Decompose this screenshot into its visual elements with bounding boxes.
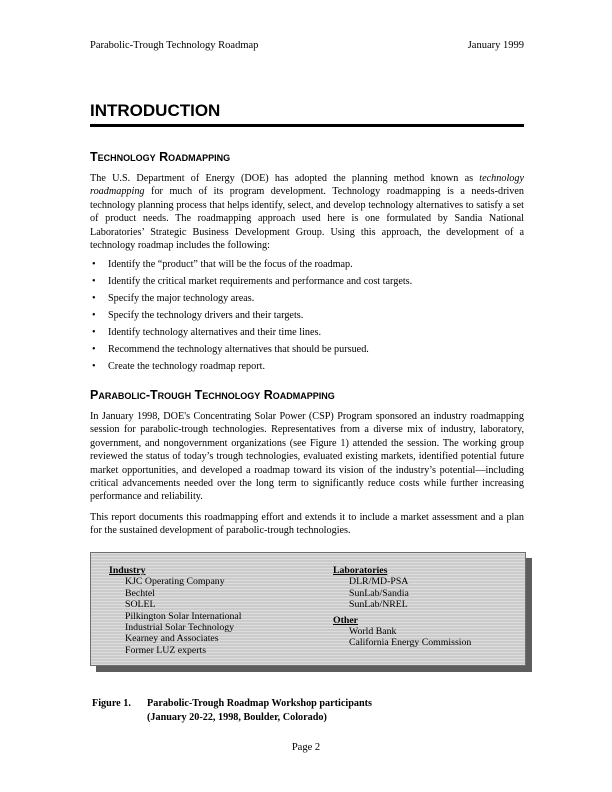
list-item	[90, 341, 524, 358]
list-item: Industrial Solar Technology	[125, 622, 235, 634]
paragraph-workshop: In January 1998, DOE's Concentrating Solar Power (CSP) Program sponsored an industry roadmapping session for parabolic-trough technologies. Representatives from a diverse mix of industry, laboratory, government, and nongovernment organizations (see Figure 1) attended the session. The working group reviewed the status of today’s trough technologies, evaluated existing markets, identified potential future market opportunities, and developed a roadmap toward its vision of the industry’s potential—including critical advancements needed over the long term to significantly reduce costs while further increasing performance and reliability.	[90, 411, 524, 503]
list-item-text: Identify the “product” that will be the focus of the roadmap.	[108, 259, 353, 270]
subheading-trough-roadmapping: Parabolic-Trough Technology Roadmapping	[90, 388, 335, 402]
bullet-icon: •	[92, 293, 96, 304]
header-title: Parabolic-Trough Technology Roadmap	[90, 40, 259, 51]
list-item: Kearney and Associates	[125, 633, 219, 645]
list-item-text: Identify the critical market requirements and performance and cost targets.	[108, 276, 413, 287]
bullet-icon: •	[92, 310, 96, 321]
figure-caption	[92, 697, 522, 725]
list-item: SunLab/NREL	[349, 599, 408, 611]
subheading-technology-roadmapping: Technology Roadmapping	[90, 150, 231, 164]
paragraph-intro-rest: for much of its program development. Technology roadmapping is a needs-driven technology planning process that helps identify, select, and develop technology alternatives to satisfy a set of product needs. The roadmapping approach used here is one formulated by Sandia National Laboratories’ Strategic Business Development Group. Using this approach, the development of a technology roadmap includes the following:	[90, 186, 524, 252]
list-item: SunLab/Sandia	[349, 587, 409, 599]
list-item	[90, 290, 524, 307]
bullet-icon: •	[92, 344, 96, 355]
list-item	[90, 307, 524, 324]
caption-label: Figure 1.	[92, 698, 131, 709]
section-title: INTRODUCTION	[90, 101, 524, 127]
list-item	[90, 256, 524, 273]
bullet-icon: •	[92, 361, 96, 372]
list-item: World Bank	[349, 626, 397, 638]
list-item: California Energy Commission	[349, 637, 472, 649]
list-item	[90, 273, 524, 290]
list-item: Bechtel	[125, 587, 155, 599]
list-item-text: Create the technology roadmap report.	[108, 361, 265, 372]
list-item-text: Recommend the technology alternatives that should be pursued.	[108, 344, 369, 355]
list-item: SOLEL	[125, 599, 156, 611]
bullet-icon: •	[92, 259, 96, 270]
running-header	[90, 40, 524, 51]
caption-text: Parabolic-Trough Roadmap Workshop participants	[147, 698, 373, 709]
paragraph-intro-italic-term: technology roadmapping	[90, 173, 524, 198]
figure-participants-box	[90, 552, 526, 666]
paragraph-report-scope: This report documents this roadmapping effort and extends it to include a market assessment and a plan for the sustained development of parabolic-trough technologies.	[90, 512, 524, 537]
list-item: Former LUZ experts	[125, 644, 207, 656]
industry-column	[109, 565, 241, 656]
caption-line-1	[92, 697, 522, 711]
list-item	[90, 324, 524, 341]
bullet-icon: •	[92, 276, 96, 287]
page-number: Page 2	[291, 742, 321, 753]
bullet-icon: •	[92, 327, 96, 338]
laboratories-heading: Laboratories	[333, 565, 388, 576]
list-item: DLR/MD-PSA	[349, 576, 409, 588]
roadmap-steps-list	[90, 256, 524, 375]
list-item-text: Identify technology alternatives and their time lines.	[108, 327, 322, 338]
labs-other-column	[333, 565, 471, 649]
paragraph-intro-start: The U.S. Department of Energy (DOE) has adopted the planning method known as	[90, 173, 480, 184]
list-item-text: Specify the major technology areas.	[108, 293, 255, 304]
paragraph-intro	[90, 172, 524, 252]
list-item: Pilkington Solar International	[125, 610, 242, 622]
list-item-text: Specify the technology drivers and their targets.	[108, 310, 304, 321]
caption-line-2: (January 20-22, 1998, Boulder, Colorado)	[147, 712, 327, 723]
header-date: January 1999	[467, 40, 524, 51]
list-item	[90, 358, 524, 375]
list-item: KJC Operating Company	[125, 576, 225, 588]
other-heading: Other	[333, 614, 359, 626]
industry-heading: Industry	[109, 565, 146, 576]
